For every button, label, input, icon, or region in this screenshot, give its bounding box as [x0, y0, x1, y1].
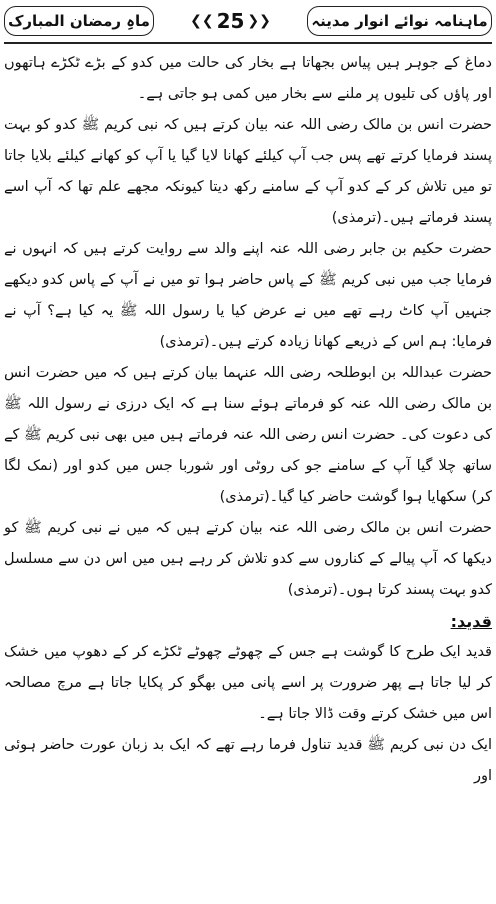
paragraph: دماغ کے جوہر ہیں پیاس بجھاتا ہے بخار کی حالت میں کدو کے بڑے ٹکڑے ہاتھوں اور پاؤں کی تلیوں پر ملنے سے بخار میں کمی ہو جاتی ہے۔ [4, 55, 492, 102]
header-divider [4, 42, 492, 44]
page-number: 25 [216, 9, 245, 33]
paragraph: حضرت انس بن مالک رضی اللہ عنہ بیان کرتے ہیں کہ نبی کریم ﷺ کدو کو بہت پسند فرمایا کرتے تھے پس جب آپ کیلئے کھانا لایا گیا یا آپ کو کھانے کیلئے بلایا جاتا تو میں تلاش کر کے کدو آپ کے سامنے رکھ دیتا کیونکہ مجھے علم تھا کہ آپ اسے پسند فرماتے ہیں۔(ترمذی) [4, 117, 492, 226]
paragraph: حضرت انس بن مالک رضی اللہ عنہ بیان کرتے ہیں کہ میں نے نبی کریم ﷺ کو دیکھا کہ آپ پیالے کے کناروں سے کدو تلاش کر رہے ہیں میں اس دن سے مسلسل کدو بہت پسند کرتا ہوں۔(ترمذی) [4, 520, 492, 598]
page-header [0, 0, 496, 42]
ornament-right-icon: ❯❯ [247, 13, 271, 29]
paragraph: حضرت عبداللہ بن ابوطلحہ رضی اللہ عنہما بیان کرتے ہیں کہ میں حضرت انس بن مالک رضی اللہ عنہ کو فرماتے ہوئے سنا ہے کہ ایک درزی نے رسول اللہ ﷺ کی دعوت کی۔ حضرت انس رضی اللہ عنہ فرماتے ہیں میں بھی نبی کریم ﷺ کے ساتھ چلا گیا آپ کے سامنے جو کی روٹی اور شوربا جس میں کدو اور (نمک لگا کر) سکھایا ہوا گوشت حاضر کیا گیا۔(ترمذی) [4, 365, 492, 505]
paragraph: حضرت حکیم بن جابر رضی اللہ عنہ اپنے والد سے روایت کرتے ہیں کہ انہوں نے فرمایا جب میں نبی کریم ﷺ کے پاس حاضر ہوا تو میں نے آپ کے پاس کدو دیکھے جنہیں آپ کاٹ رہے تھے میں نے عرض کیا یا رسول اللہ ﷺ یہ کیا ہے؟ آپ نے فرمایا: ہم اس کے ذریعے کھانا زیادہ کرتے ہیں۔(ترمذی) [4, 241, 492, 350]
article-body [4, 48, 492, 904]
month-label: ماہِ رمضان المبارک [4, 6, 154, 36]
paragraph: ایک دن نبی کریم ﷺ قدید تناول فرما رہے تھے کہ ایک بد زبان عورت حاضر ہوئی اور [4, 737, 492, 784]
ornament-left-icon: ❮❮ [190, 13, 214, 29]
magazine-title: ماہنامہ نوائے انوار مدینہ [307, 6, 492, 36]
page-number-group [190, 9, 271, 33]
paragraph: قدید ایک طرح کا گوشت ہے جس کے چھوٹے چھوٹے ٹکڑے کر کے دھوپ میں خشک کر لیا جاتا ہے پھر ضرورت پر اسے پانی میں بھگو کر پکایا جاتا ہے مرچ مصالحہ اس میں خشک کرتے وقت ڈالا جاتا ہے۔ [4, 644, 492, 722]
section-heading: قدید: [450, 612, 492, 631]
